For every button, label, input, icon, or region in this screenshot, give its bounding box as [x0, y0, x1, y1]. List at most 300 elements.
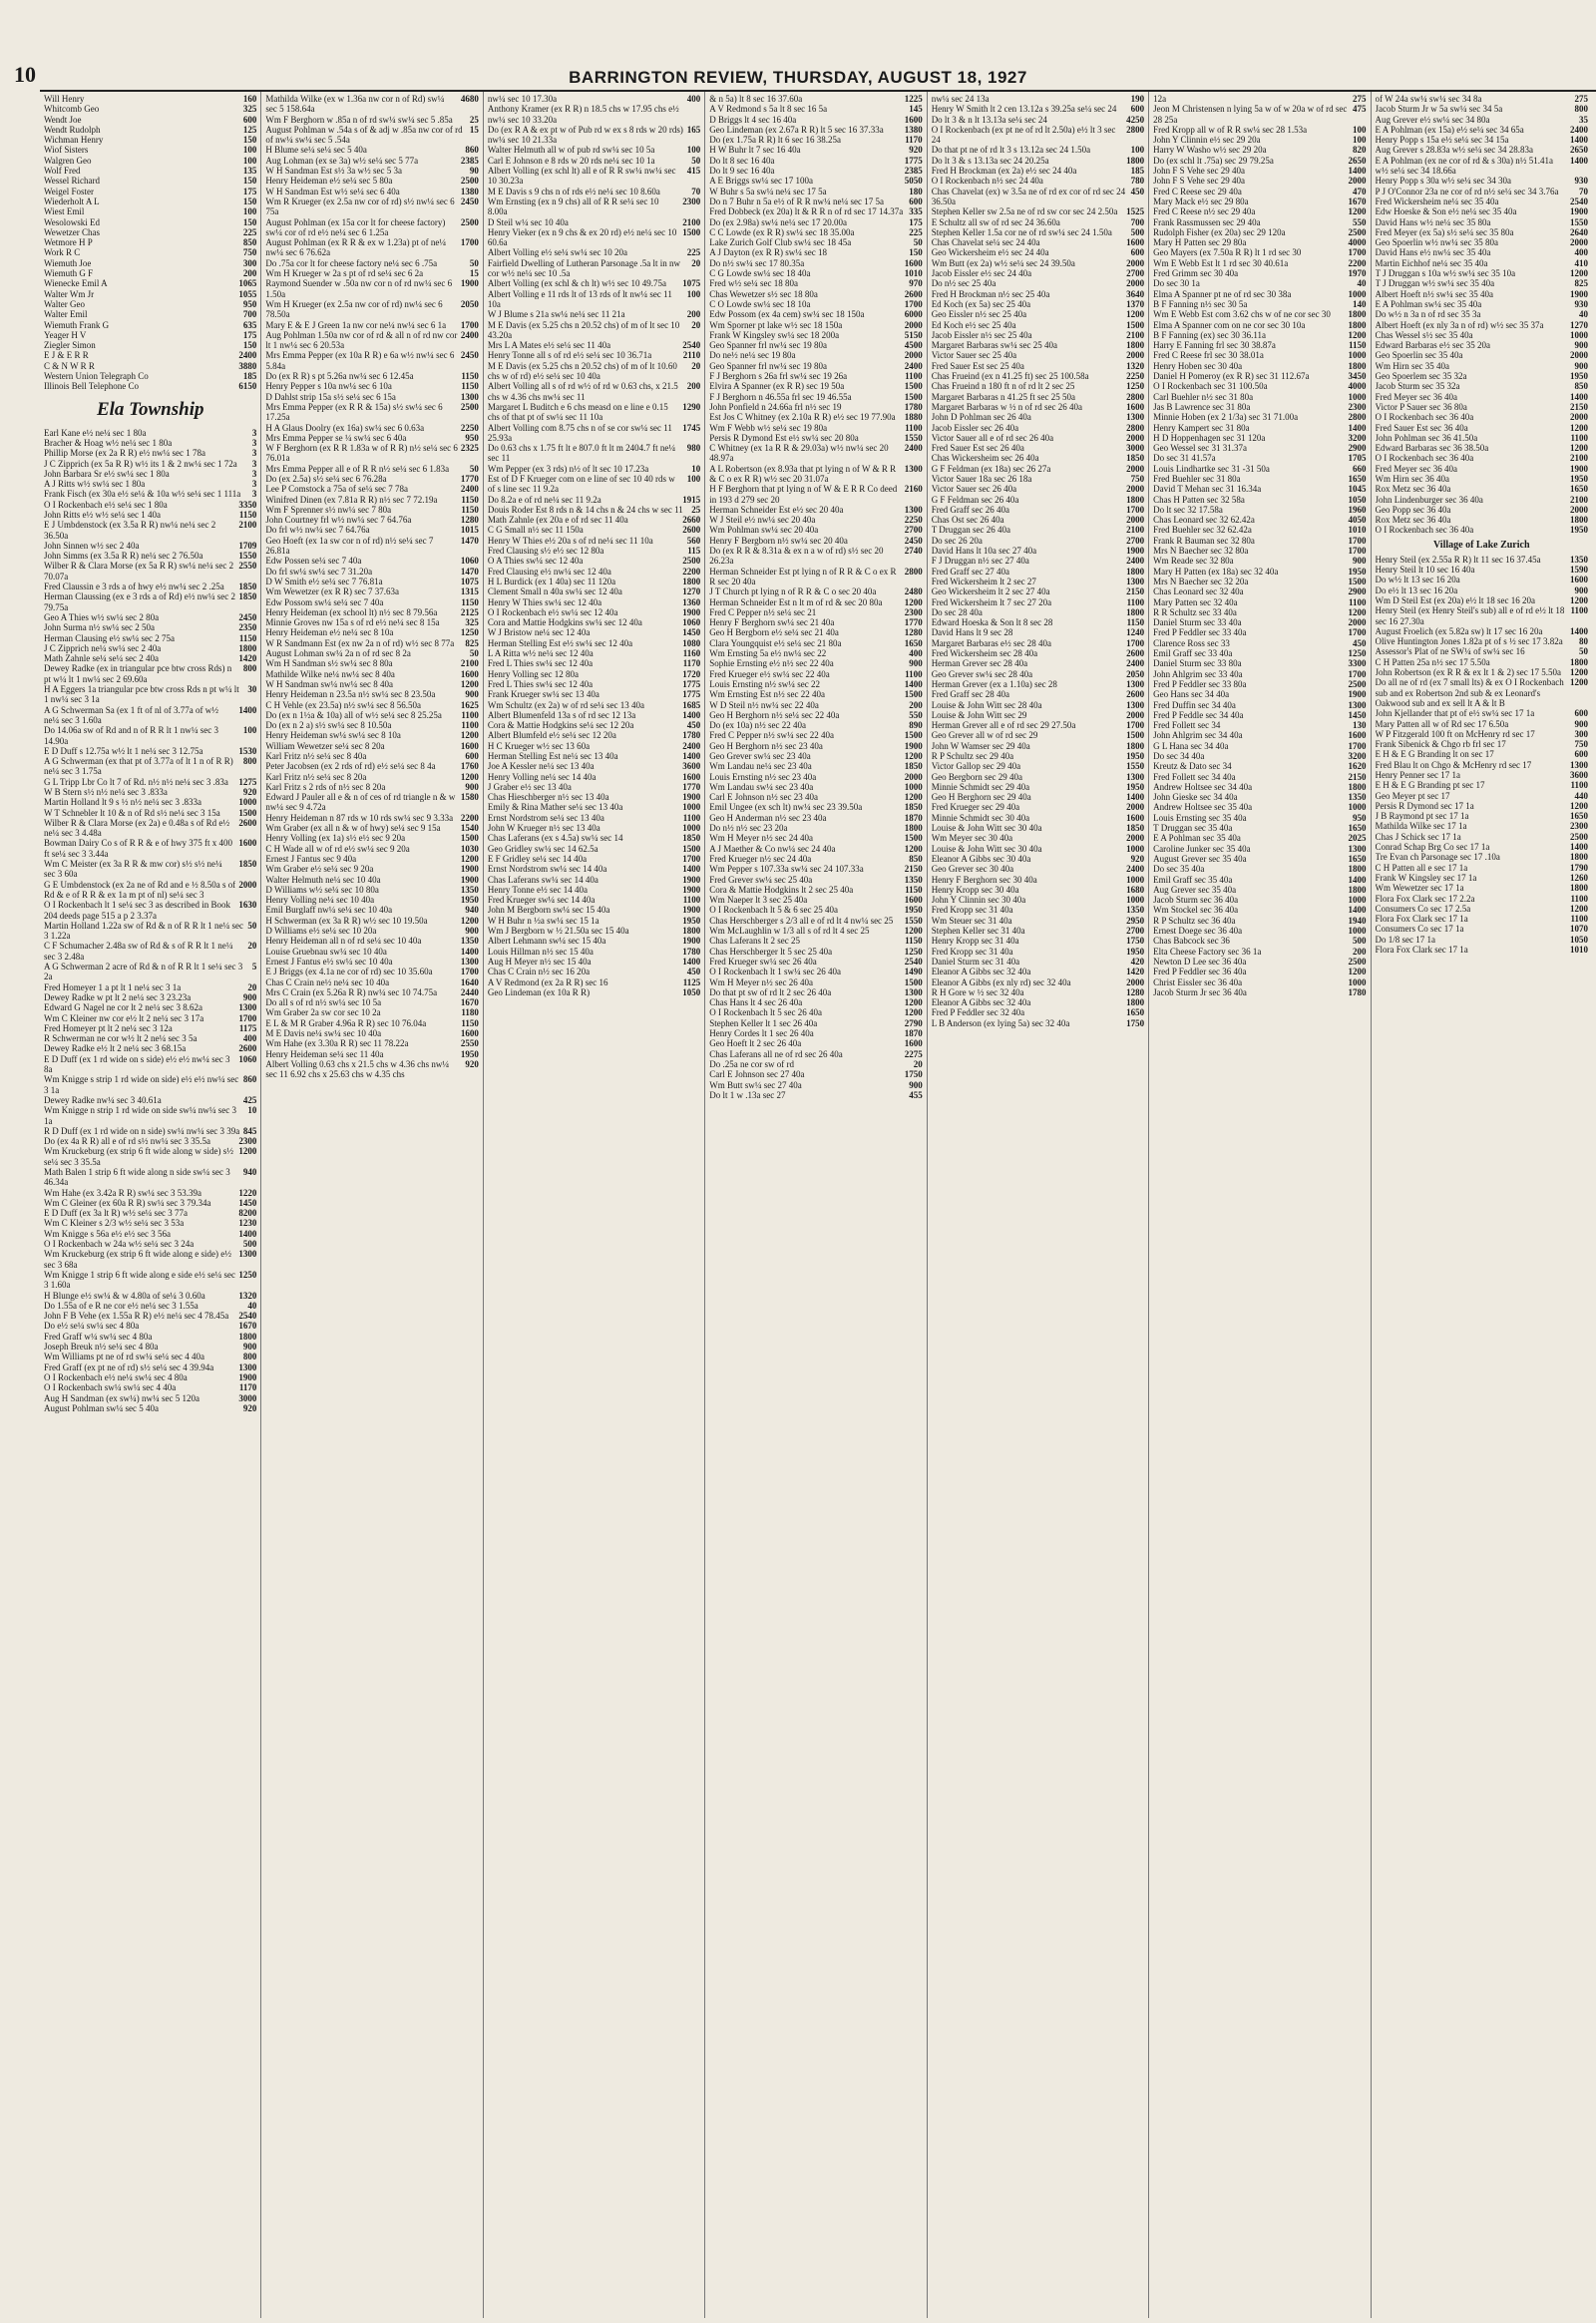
entry-value: 160: [242, 94, 257, 104]
assessment-entry: [932, 802, 1144, 812]
assessment-entry: [44, 196, 256, 206]
entry-description: B F Fanning (ex) sec 30 36.11a: [1153, 329, 1267, 340]
entry-description: John F S Vehe sec 29 40a: [1153, 166, 1245, 177]
assessment-entry: [488, 577, 700, 586]
entry-value: 1700: [1348, 247, 1367, 258]
assessment-entry: [709, 586, 922, 596]
entry-value: 1900: [238, 1371, 257, 1382]
assessment-entry: [1153, 546, 1366, 556]
assessment-entry: [44, 551, 256, 561]
entry-description: Wetmore H P: [44, 237, 93, 248]
assessment-entry: [1376, 904, 1588, 914]
assessment-entry: [488, 864, 700, 874]
entry-description: Albert Volling 0.63 chs x 21.5 chs w 4.36 chs nw¼ sec 11 6.92 chs x 25.63 chs w 4.35 chs: [265, 1058, 450, 1080]
entry-description: Do that pt ne of rd lt 3 s 13.12a sec 24 1.50a: [931, 145, 1091, 156]
entry-value: 1700: [1348, 627, 1367, 638]
assessment-entry: [44, 237, 256, 247]
entry-value: 1315: [460, 586, 479, 597]
entry-description: 12a: [1153, 94, 1167, 104]
entry-value: 1950: [460, 1048, 479, 1059]
assessment-entry: [1153, 371, 1366, 381]
entry-value: 1530: [238, 745, 257, 756]
entry-value: 2450: [460, 195, 479, 206]
entry-description: W H Buhr n ½a sw¼ sec 15 1a: [487, 915, 599, 926]
assessment-entry: [488, 916, 700, 926]
assessment-entry: [488, 710, 700, 720]
assessment-entry: [488, 196, 700, 217]
entry-description: Christ Eissler sec 36 40a: [1153, 976, 1243, 987]
assessment-entry: [709, 115, 922, 125]
assessment-entry: [265, 536, 478, 557]
assessment-entry: [1153, 187, 1366, 196]
entry-description: August Pohlman sw¼ sec 5 40a: [44, 1402, 159, 1413]
assessment-entry: [265, 176, 478, 186]
assessment-entry: [488, 947, 700, 957]
entry-value: 1950: [1126, 751, 1145, 761]
entry-value: 1650: [1348, 823, 1367, 834]
entry-value: 2900: [1348, 586, 1367, 597]
assessment-entry: [709, 206, 922, 216]
entry-value: 1780: [904, 401, 923, 412]
assessment-entry: [1153, 464, 1366, 474]
entry-value: 1170: [905, 135, 923, 146]
entry-description: W J Blume s 21a sw¼ ne¼ sec 11 21a: [487, 309, 625, 320]
assessment-entry: [709, 895, 922, 905]
entry-value: 1600: [460, 740, 479, 751]
entry-description: Chas Wickersheim sec 26 40a: [931, 453, 1039, 464]
assessment-entry: [265, 607, 478, 617]
assessment-entry: [265, 679, 478, 689]
entry-value: 1490: [904, 967, 923, 977]
entry-value: 6150: [238, 381, 257, 392]
assessment-entry: [709, 1028, 922, 1038]
assessment-entry: [44, 900, 256, 921]
entry-value: 1800: [1126, 155, 1145, 166]
entry-value: 900: [465, 926, 479, 937]
assessment-entry: [44, 469, 256, 479]
assessment-entry: [932, 987, 1144, 997]
assessment-entry: [265, 166, 478, 176]
entry-description: Mary Patten all w of Rd sec 17 6.50a: [1375, 718, 1509, 729]
entry-description: W D Steil n½ nw¼ sec 22 40a: [709, 699, 819, 710]
assessment-entry: [44, 1403, 256, 1413]
entry-value: 1300: [1348, 699, 1367, 710]
entry-description: Wm Butt (ex 2a) w½ se¼ sec 24 39.50a: [931, 257, 1075, 268]
assessment-entry: [265, 278, 478, 299]
assessment-entry: [488, 320, 700, 341]
assessment-entry: [265, 844, 478, 854]
entry-value: 2100: [682, 216, 701, 227]
entry-description: Walter Helmuth all w of pub rd sw¼ sec 10 5a: [487, 145, 655, 156]
entry-description: Do all ne of rd (ex 7 small lts) & ex O I Rockenbach sub and ex Robertson 2nd sub & ex Leonard's Oakwood sub and ex sell lt A & lt B: [1375, 677, 1564, 708]
assessment-entry: [1153, 237, 1366, 247]
entry-description: R H Gore w ½ sec 32 40a: [931, 986, 1024, 997]
entry-description: Chas Hieschberger n½ sec 13 40a: [487, 792, 609, 803]
assessment-entry: [44, 1372, 256, 1382]
entry-description: Geo H Berghorn sec 29 40a: [931, 792, 1031, 803]
entry-value: 1500: [1348, 576, 1367, 586]
entry-value: 2600: [238, 1043, 257, 1054]
entry-description: Do (ex R R & 8.31a & ex n a w of rd) s½ sec 20 26.23a: [709, 546, 884, 567]
assessment-entry: [709, 967, 922, 976]
assessment-entry: [44, 1270, 256, 1291]
entry-description: F J Druggan n½ sec 27 40a: [931, 556, 1029, 567]
entry-description: Geo Grever sw¼ sec 23 40a: [709, 751, 811, 761]
entry-description: Geo Lindeman (ex 2.67a R R) lt 5 sec 16 37.33a: [709, 124, 884, 135]
entry-description: C & N W R R: [44, 360, 95, 371]
page-number: 10: [14, 62, 36, 87]
entry-value: 1800: [1126, 494, 1145, 505]
entry-value: 1950: [904, 905, 923, 916]
assessment-entry: [932, 751, 1144, 761]
assessment-entry: [265, 741, 478, 751]
entry-description: J Graber e½ sec 13 40a: [487, 781, 572, 792]
entry-value: 1800: [238, 642, 257, 653]
entry-value: 2000: [1126, 976, 1145, 987]
entry-description: Do lt 3 & s 13.13a sec 24 20.25a: [931, 155, 1049, 166]
assessment-entry: [265, 464, 478, 474]
assessment-entry: [709, 854, 922, 864]
entry-description: Do 14.06a sw of Rd and n of R R lt 1 nw¼ sec 3 14.90a: [44, 725, 218, 746]
assessment-entry: [265, 258, 478, 268]
assessment-entry: [1153, 392, 1366, 402]
entry-value: 2400: [460, 329, 479, 340]
entry-value: 600: [909, 195, 923, 206]
entry-description: Flora Fox Clark sec 17 1a: [1375, 945, 1468, 956]
entry-description: O I Rockenbach sec 31 100.50a: [1153, 381, 1268, 392]
entry-value: 2600: [904, 288, 923, 299]
entry-description: Wm Graber 2a sw cor sec 10 2a: [265, 1007, 381, 1018]
entry-description: Herman Stelling Est ne¼ sec 13 40a: [487, 751, 618, 761]
column-6: [1149, 92, 1371, 2318]
entry-description: Louise & John Witt sec 29: [931, 709, 1027, 720]
assessment-entry: [932, 854, 1144, 864]
assessment-entry: [488, 648, 700, 658]
entry-value: 2000: [1126, 257, 1145, 268]
entry-value: 850: [909, 853, 923, 864]
entry-value: 1300: [904, 504, 923, 515]
entry-value: 1800: [1348, 319, 1367, 330]
assessment-entry: [1376, 914, 1588, 924]
assessment-entry: [44, 1229, 256, 1239]
entry-description: L B Anderson (ex lying 5a) sec 32 40a: [931, 1017, 1070, 1028]
entry-value: 3200: [1348, 751, 1367, 761]
entry-description: Assessor's Plat of ne SW¼ of sw¼ sec 16: [1375, 646, 1525, 657]
assessment-entry: [44, 1362, 256, 1372]
entry-value: 1500: [238, 807, 257, 818]
entry-description: Mrs C Crain (ex 5.26a R R) nw¼ sec 10 74.75a: [265, 986, 438, 997]
entry-value: 1900: [682, 874, 701, 885]
entry-description: Fairfield Dwelling of Lutheran Parsonage .5a lt in nw cor w½ ne¼ sec 10 .5a: [487, 257, 681, 279]
entry-value: 1400: [1569, 391, 1588, 402]
assessment-entry: [932, 997, 1144, 1007]
assessment-entry: [265, 1007, 478, 1017]
assessment-entry: [488, 546, 700, 556]
entry-description: Fred H Brockman (ex 2a) e½ sec 24 40a: [931, 166, 1077, 177]
entry-description: Daniel Sturm sec 31 40a: [931, 956, 1020, 967]
assessment-entry: [1376, 525, 1588, 535]
assessment-entry: [265, 556, 478, 566]
entry-description: E L & M R Graber 4.96a R R) sec 10 76.04a: [265, 1017, 427, 1028]
entry-value: 1700: [1348, 535, 1367, 546]
entry-value: 2800: [1126, 422, 1145, 433]
entry-value: 2000: [1569, 504, 1588, 515]
assessment-entry: [265, 525, 478, 535]
entry-value: 1230: [238, 1218, 257, 1229]
assessment-entry: [44, 808, 256, 818]
assessment-entry: [709, 536, 922, 546]
assessment-entry: [488, 567, 700, 577]
assessment-entry: [709, 156, 922, 166]
entry-value: 475: [1353, 104, 1367, 115]
assessment-entry: [44, 1126, 256, 1136]
entry-value: 455: [909, 1089, 923, 1100]
entry-description: Illinois Bell Telephone Co: [44, 381, 139, 392]
entry-value: 335: [909, 206, 923, 217]
assessment-entry: [1376, 278, 1588, 288]
assessment-entry: [1376, 780, 1588, 790]
entry-description: C G Small n½ sec 11 150a: [487, 525, 584, 536]
entry-description: Henry Tonne e½ sec 14 40a: [487, 884, 589, 895]
assessment-entry: [1153, 875, 1366, 885]
assessment-entry: [709, 299, 922, 309]
entry-description: Cora & Mattie Hodgkins se¼ sec 12 20a: [487, 720, 634, 731]
entry-value: 3: [251, 437, 257, 448]
entry-description: Stephen Keller sec 31 40a: [931, 926, 1025, 937]
entry-description: A G Schwerman Sa (ex 1 ft of nl of 3.77a of w½ ne¼ sec 3 1.60a: [44, 704, 218, 725]
entry-description: Do (ex 2.5a) s½ se¼ sec 6 76.28a: [265, 473, 387, 484]
entry-description: Wewetzer Chas: [44, 226, 100, 237]
entry-description: Elvira A Spanner (ex R R) sec 19 50a: [709, 381, 845, 392]
section-subheading: Village of Lake Zurich: [1432, 539, 1530, 551]
entry-value: 1000: [1348, 926, 1367, 937]
entry-value: 2100: [460, 658, 479, 669]
entry-description: John Robertson (ex R R & ex lt 1 & 2) sec 17 5.50a: [1375, 667, 1562, 678]
entry-value: 20: [691, 257, 701, 268]
entry-value: 440: [1574, 790, 1588, 801]
assessment-entry: [1153, 987, 1366, 997]
entry-value: 1850: [1126, 823, 1145, 834]
entry-value: 1200: [904, 792, 923, 803]
entry-value: 2800: [1126, 391, 1145, 402]
entry-value: 2600: [682, 525, 701, 536]
entry-value: 1950: [1348, 566, 1367, 577]
assessment-entry: [709, 772, 922, 782]
entry-value: 470: [1353, 186, 1367, 196]
entry-value: 3300: [1348, 658, 1367, 669]
entry-value: 1000: [1348, 976, 1367, 987]
entry-description: Earl Kane e½ ne¼ sec 1 80a: [44, 427, 147, 438]
entry-value: 1650: [1348, 853, 1367, 864]
entry-description: J B Raymond pt sec 17 1a: [1375, 811, 1469, 822]
assessment-entry: [709, 710, 922, 720]
assessment-entry: [44, 135, 256, 145]
entry-description: Harry W Washo w½ sec 29 20a: [1153, 145, 1267, 156]
assessment-entry: [1376, 801, 1588, 811]
entry-description: Chas Leonard sec 32 40a: [1153, 586, 1244, 597]
entry-description: Chas Wessel s½ sec 35 40a: [1375, 329, 1473, 340]
entry-description: Henry F Bergborn n½ sw¼ sec 20 40a: [709, 535, 848, 546]
assessment-entry: [1153, 94, 1366, 104]
entry-value: 1600: [904, 1038, 923, 1049]
entry-value: 1200: [904, 926, 923, 937]
entry-value: 25: [469, 114, 479, 125]
entry-value: 1400: [904, 678, 923, 689]
entry-description: Henry Heideman (ex school lt) n½ sec 8 79.56a: [265, 606, 438, 617]
assessment-entry: [265, 627, 478, 637]
assessment-entry: [265, 689, 478, 699]
assessment-entry: [932, 453, 1144, 463]
entry-description: Ed Koch (ex 5a) sec 25 40a: [931, 298, 1031, 309]
assessment-entry: [1153, 505, 1366, 515]
assessment-entry: [1376, 924, 1588, 934]
entry-value: 1280: [904, 627, 923, 638]
entry-description: Lake Zurich Golf Club sw¼ sec 18 45a: [709, 237, 852, 248]
entry-value: 1200: [460, 853, 479, 864]
entry-description: Douis Roder Est 8 rds n & 14 chs n & 24 chs w sec 11: [487, 504, 683, 515]
entry-description: Math Balen 1 strip 6 ft wide along n side sw¼ sec 3 46.34a: [44, 1166, 230, 1188]
entry-value: 1550: [904, 432, 923, 443]
entry-description: Albert Volling e½ se¼ sw¼ sec 10 20a: [487, 247, 627, 258]
assessment-entry: [1376, 217, 1588, 227]
assessment-entry: [932, 536, 1144, 546]
assessment-entry: [488, 505, 700, 515]
entry-description: Henry Tonne all s of rd e½ se¼ sec 10 36.71a: [487, 350, 652, 361]
assessment-entry: [265, 916, 478, 926]
assessment-entry: [1376, 863, 1588, 873]
entry-value: 2000: [1126, 350, 1145, 361]
entry-description: Whitcomb Geo: [44, 104, 100, 115]
assessment-entry: [1376, 412, 1588, 422]
entry-description: C H Wade all w of rd e½ sw¼ sec 9 20a: [265, 843, 410, 854]
entry-value: 1150: [461, 494, 479, 505]
assessment-entry: [1153, 484, 1366, 494]
assessment-entry: [932, 495, 1144, 505]
assessment-entry: [265, 484, 478, 494]
entry-description: Stephen Keller sw 2.5a ne of rd sw cor sec 24 2.50a: [931, 206, 1118, 217]
entry-description: Wm Graber e½ se¼ sec 9 20a: [265, 864, 374, 875]
entry-description: Fred Kropp sec 31 40a: [931, 905, 1013, 916]
entry-value: 2400: [1126, 556, 1145, 567]
entry-value: 100: [686, 288, 701, 299]
entry-description: Chas Hans lt 4 sec 26 40a: [709, 997, 803, 1008]
entry-value: 185: [242, 371, 257, 382]
entry-value: 900: [242, 1342, 257, 1353]
entry-description: Conrad Schap Brg Co sec 17 1a: [1375, 842, 1490, 853]
assessment-entry: [488, 217, 700, 227]
assessment-entry: [709, 792, 922, 802]
assessment-entry: [932, 217, 1144, 227]
entry-value: 950: [242, 298, 257, 309]
entry-description: Aug Grever e½ sw¼ sec 34 80a: [1375, 114, 1490, 125]
entry-value: 2160: [904, 484, 923, 495]
entry-description: Do (ex R A & ex pt w of Pub rd w ex s 8 rds w 20 rds) nw¼ sec 10 21.33a: [487, 124, 683, 146]
entry-value: 1670: [1348, 195, 1367, 206]
assessment-entry: [265, 145, 478, 155]
entry-value: 1200: [1348, 206, 1367, 217]
assessment-entry: [265, 813, 478, 823]
entry-value: 1775: [682, 678, 701, 689]
assessment-entry: [932, 627, 1144, 637]
entry-value: 1100: [1570, 432, 1588, 443]
entry-value: 1950: [1126, 946, 1145, 957]
entry-value: 4000: [1348, 237, 1367, 248]
entry-value: 3: [251, 458, 257, 469]
assessment-entry: [1376, 749, 1588, 759]
assessment-entry: [1376, 156, 1588, 177]
entry-description: Wiemuth Joe: [44, 257, 92, 268]
entry-description: Ziegler Simon: [44, 340, 96, 351]
assessment-entry: [1376, 330, 1588, 340]
assessment-entry: [1153, 895, 1366, 905]
entry-value: 2000: [1126, 484, 1145, 495]
assessment-entry: [44, 1167, 256, 1188]
entry-description: Mathilde Wilke ne¼ nw¼ sec 8 40a: [265, 668, 395, 679]
assessment-entry: [488, 597, 700, 607]
entry-value: 25: [691, 504, 701, 515]
entry-value: 1400: [1569, 842, 1588, 853]
entry-description: Henry F Berghorn sec 30 40a: [931, 874, 1037, 885]
entry-description: Eleanor A Gibbs sec 32 40a: [931, 997, 1031, 1008]
entry-description: John Lindenburger sec 36 40a: [1375, 494, 1483, 505]
assessment-entry: [44, 787, 256, 797]
entry-description: Wm Knigge s 56a e½ e½ sec 3 56a: [44, 1228, 171, 1239]
entry-description: Elma A Spanner pt ne of rd sec 30 38a: [1153, 288, 1292, 299]
entry-description: O A Thies sw¼ sec 12 40a: [487, 556, 584, 567]
entry-value: 1125: [682, 976, 701, 987]
assessment-entry: [932, 741, 1144, 751]
assessment-entry: [1153, 176, 1366, 186]
assessment-entry: [709, 987, 922, 997]
assessment-entry: [44, 663, 256, 684]
assessment-entry: [932, 607, 1144, 617]
entry-description: Walter Emil: [44, 309, 88, 320]
entry-value: 900: [465, 781, 479, 792]
assessment-entry: [44, 1054, 256, 1075]
entry-description: Aug Grever sec 35 40a: [1153, 884, 1237, 895]
entry-value: 860: [465, 145, 479, 156]
entry-description: Geo Spanner frl nw¼ sec 19 80a: [709, 340, 827, 351]
entry-value: 1300: [1126, 678, 1145, 689]
assessment-entry: [265, 115, 478, 125]
entry-value: 2400: [904, 443, 923, 454]
entry-description: Jacob Eissler n½ sec 25 40a: [931, 329, 1032, 340]
assessment-entry: [265, 237, 478, 258]
entry-description: Wm H Krueger (ex 2.5a nw cor of rd) nw¼ sec 6 78.50a: [265, 298, 443, 320]
assessment-entry: [709, 1080, 922, 1090]
entry-description: Ernest Doege sec 36 40a: [1153, 926, 1243, 937]
entry-value: 2400: [460, 484, 479, 495]
entry-value: 100: [1353, 135, 1367, 146]
assessment-entry: [44, 227, 256, 237]
entry-description: Chas Leonard sec 32 62.42a: [1153, 515, 1255, 526]
entry-value: 1900: [904, 740, 923, 751]
entry-description: David T Mehan sec 31 16.34a: [1153, 484, 1262, 495]
assessment-entry: [709, 1069, 922, 1079]
entry-value: 2540: [238, 1311, 257, 1322]
entry-description: Fred Duffin sec 34 40a: [1153, 699, 1236, 710]
assessment-entry: [44, 206, 256, 216]
entry-description: Fred Grever sw¼ sec 25 40a: [709, 874, 813, 885]
assessment-entry: [44, 921, 256, 942]
entry-value: 1880: [904, 412, 923, 423]
entry-description: Fred Krueger n½ sec 24 40a: [709, 853, 812, 864]
assessment-entry: [265, 586, 478, 596]
assessment-entry: [44, 1208, 256, 1218]
entry-description: Edw Possen se¼ sec 7 40a: [265, 556, 362, 567]
assessment-entry: [932, 361, 1144, 371]
entry-value: 300: [1574, 728, 1588, 739]
